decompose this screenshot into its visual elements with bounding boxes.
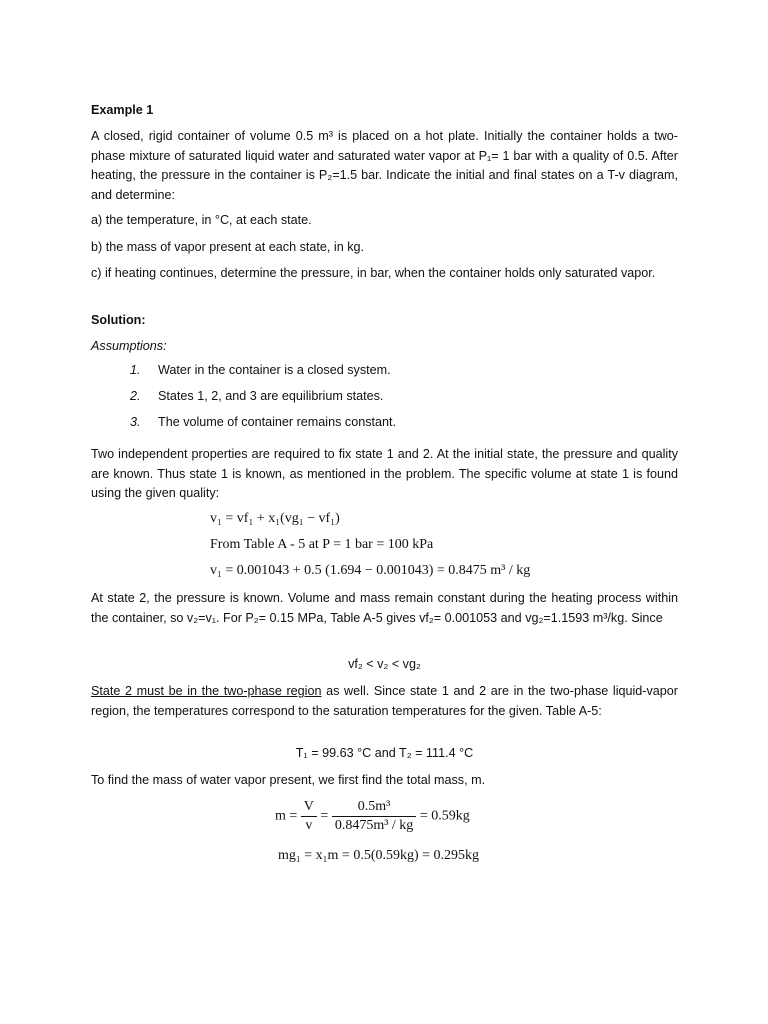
question-a: a) the temperature, in °C, at each state. <box>91 213 312 227</box>
assumptions-list <box>130 361 650 439</box>
solution-label: Solution: <box>91 313 146 327</box>
underlined-statement: State 2 must be in the two-phase region <box>91 684 322 698</box>
paragraph-two-phase <box>91 682 678 721</box>
equation-total-mass <box>275 798 470 835</box>
mass-result: = 0.59kg <box>419 808 470 824</box>
paragraph-mass: To find the mass of water vapor present, we first find the total mass, m. <box>91 773 486 787</box>
question-b: b) the mass of vapor present at each state, in kg. <box>91 240 365 254</box>
paragraph-two-phase-rest: as well. Since state 1 and 2 are in the two-phase liquid-vapor region, the temperatures correspond to the saturation temperatures for the given. Table A-5: <box>91 684 679 718</box>
equation-v1-result: v₁ = 0.001043 + 0.5 (1.694 − 0.001043) = 0.8475 m³ / kg <box>210 563 531 578</box>
numeric-fraction <box>332 798 416 835</box>
fraction-numerator: 0.5m³ <box>332 798 416 817</box>
fraction-denominator: 0.8475m³ / kg <box>334 818 414 833</box>
inequality-state2: vf₂ < v₂ < vg₂ <box>348 657 421 671</box>
volume-over-specific-volume <box>301 798 317 835</box>
paragraph-state2: At state 2, the pressure is known. Volume and mass remain constant during the heating process within the container, so v₂=v₁. For P₂= 0.15 MPa, Table A-5 gives vf₂= 0.001053 and vg₂=1.1593 m³/kg. Since <box>91 591 678 625</box>
assumption-text: The volume of container remains constant. <box>158 415 397 429</box>
example-heading: Example 1 <box>91 103 154 117</box>
paragraph-state1: Two independent properties are required to fix state 1 and 2. At the initial state, the pressure and quality are known. Thus state 1 is known, as mentioned in the problem. The specific volume at state 1 is found using the given quality: <box>91 447 678 500</box>
equals-sign: = <box>320 808 329 824</box>
assumption-text: Water in the container is a closed system. <box>158 363 391 377</box>
assumption-text: States 1, 2, and 3 are equilibrium states. <box>158 389 384 403</box>
assumption-number: 3. <box>130 415 141 429</box>
equation-vapor-mass: mg₁ = x₁m = 0.5(0.59kg) = 0.295kg <box>278 848 480 863</box>
mass-lhs: m = <box>275 808 298 824</box>
assumption-item <box>130 387 650 413</box>
assumptions-label: Assumptions: <box>91 339 167 353</box>
equation-specific-volume: v₁ = vf₁ + x₁(vg₁ − vf₁) <box>210 511 340 526</box>
assumption-item <box>130 361 650 387</box>
question-c: c) if heating continues, determine the pressure, in bar, when the container holds only saturated vapor. <box>91 266 656 280</box>
assumption-item <box>130 413 650 439</box>
fraction-denominator: v <box>305 818 313 833</box>
problem-statement: A closed, rigid container of volume 0.5 m³ is placed on a hot plate. Initially the container holds a two-phase mixture of saturated liquid water and saturated water vapor at P₁= 1 bar with a quality of 0.5. After heating, the pressure in the container is P₂=1.5 bar. Indicate the initial and final states on a T-v diagram, and determine: <box>91 129 678 202</box>
fraction-numerator: V <box>301 798 317 817</box>
assumption-number: 2. <box>130 389 141 403</box>
equation-table-reference: From Table A - 5 at P = 1 bar = 100 kPa <box>210 537 434 552</box>
assumption-number: 1. <box>130 363 141 377</box>
saturation-temperatures: T₁ = 99.63 °C and T₂ = 111.4 °C <box>295 746 474 760</box>
